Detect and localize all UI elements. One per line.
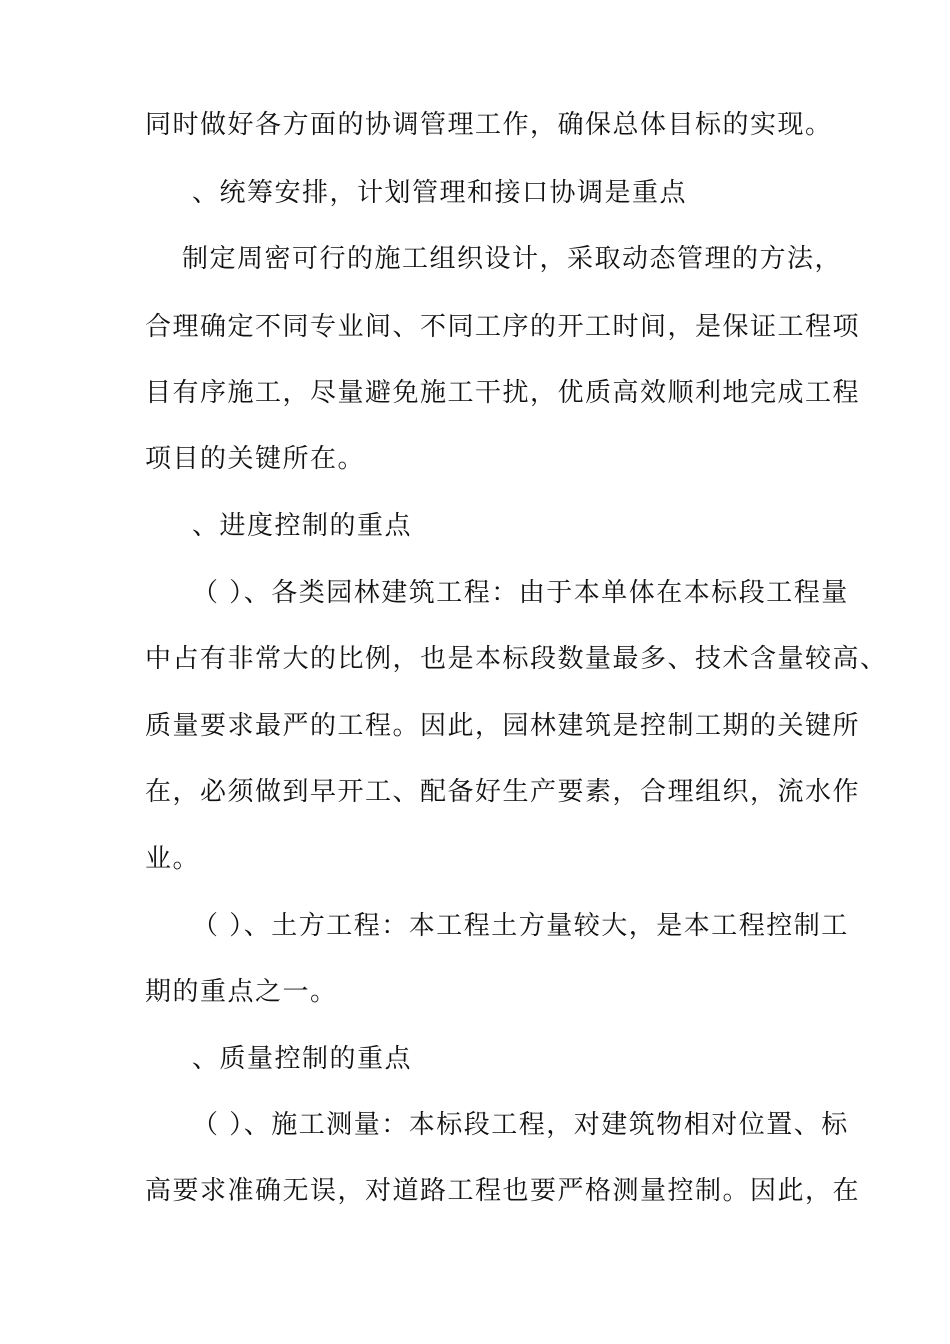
paragraph-line: 目有序施工，尽量避免施工干扰，优质高效顺利地完成工程 — [145, 378, 861, 408]
paragraph-line: 期的重点之一。 — [145, 977, 338, 1007]
paragraph-line: 中占有非常大的比例，也是本标段数量最多、技术含量较高、 — [145, 644, 888, 674]
paragraph-line: 高要求准确无误，对道路工程也要严格测量控制。因此，在 — [145, 1176, 861, 1206]
paragraph-line: 同时做好各方面的协调管理工作，确保总体目标的实现。 — [145, 110, 833, 140]
section-heading: 、统筹安排，计划管理和接口协调是重点 — [192, 178, 688, 208]
paragraph-line: （ ）、各类园林建筑工程：由于本单体在本标段工程量 — [192, 578, 849, 608]
paragraph-line: 合理确定不同专业间、不同工序的开工时间，是保证工程项 — [145, 312, 861, 342]
paragraph-line: （ ）、土方工程：本工程土方量较大，是本工程控制工 — [192, 911, 849, 941]
section-heading: 、进度控制的重点 — [192, 511, 413, 541]
paragraph-line: 制定周密可行的施工组织设计，采取动态管理的方法， — [182, 244, 843, 274]
paragraph-line: 质量要求最严的工程。因此，园林建筑是控制工期的关键所 — [145, 711, 861, 741]
paragraph-line: 业。 — [145, 844, 201, 874]
paragraph-line: （ ）、施工测量：本标段工程，对建筑物相对位置、标 — [192, 1110, 849, 1140]
paragraph-line: 在，必须做到早开工、配备好生产要素，合理组织，流水作 — [145, 777, 861, 807]
section-heading: 、质量控制的重点 — [192, 1044, 413, 1074]
paragraph-line: 项目的关键所在。 — [145, 444, 366, 474]
